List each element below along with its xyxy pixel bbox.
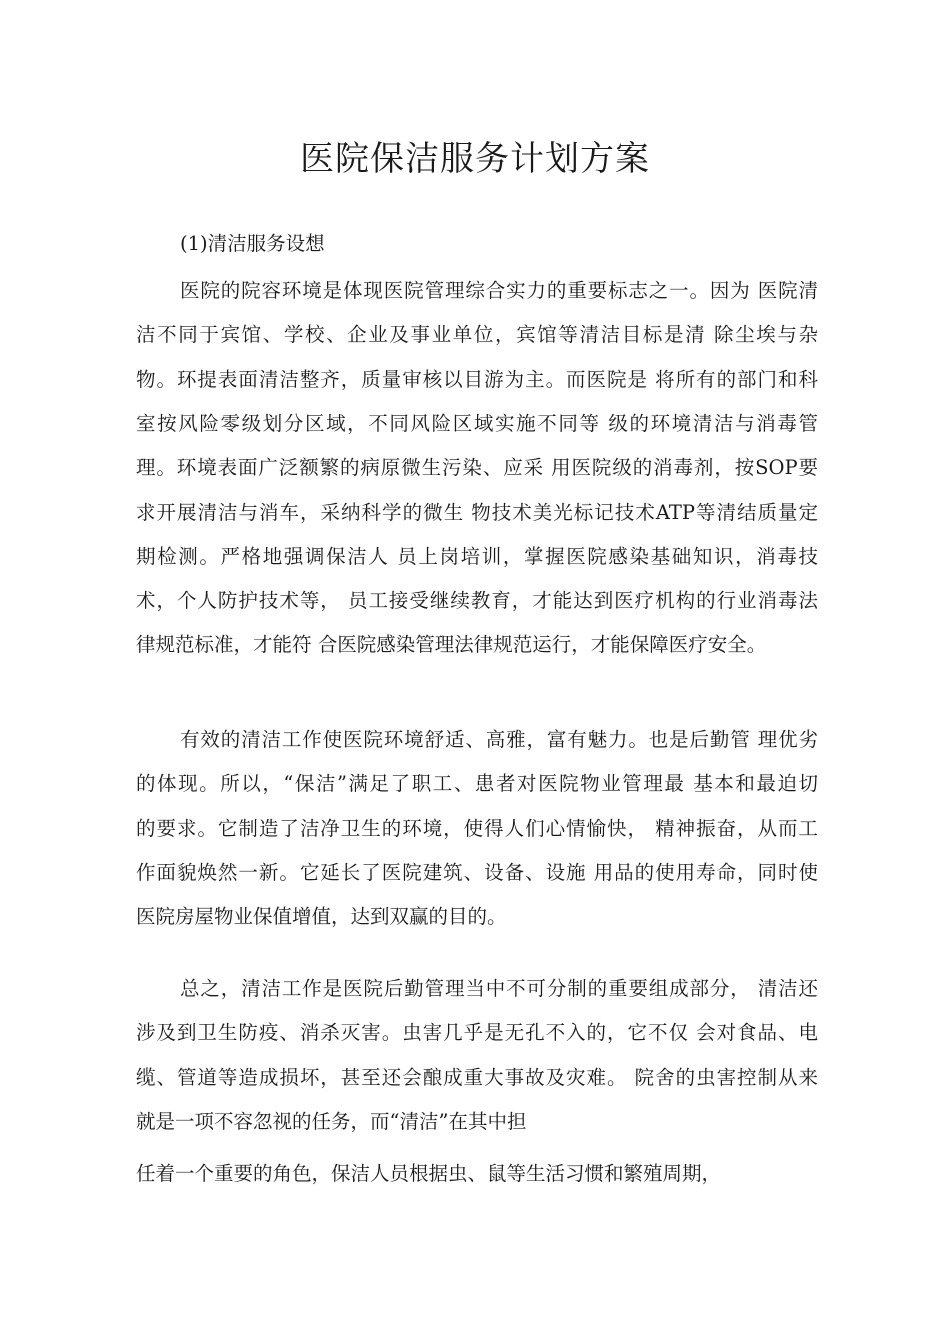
paragraph-line: 的体现。所以，“保洁”满足了职工、患者对医院物业管理最 基本和最迫切 [136,772,818,796]
paragraph-line: 律规范标准，才能符 合医院感染管理法律规范运行，才能保障医疗安全。 [136,633,767,657]
document-title: 医院保洁服务计划方案 [300,139,650,179]
paragraph-line: 有效的清洁工作使医院环境舒适、高雅，富有魅力。也是后勤管 理优劣 [180,728,818,751]
paragraph-line: 缆、管道等造成损坏，甚至还会酿成重大事故及灾难。 院舍的虫害控制从来 [136,1065,818,1089]
paragraph-line: 求开展清洁与消车，采纳科学的微生 物技术美光标记技术ATP等清结质量定 [136,500,818,524]
paragraph-line: 就是一项不容忽视的任务，而“清洁”在其中担 [136,1109,527,1133]
paragraph-line: 任着一个重要的角色，保洁人员根据虫、鼠等生活习惯和繁殖周期， [136,1162,722,1185]
paragraph-line: 作面貌焕然一新。它延长了医院建筑、设备、设施 用品的使用寿命，同时使 [136,860,818,884]
paragraph-line: 期检测。严格地强调保洁人 员上岗培训，掌握医院感染基础知识，消毒技 [136,544,818,568]
paragraph-line: 物。环提表面清洁整齐，质量审核以目游为主。而医院是 将所有的部门和科 [136,367,818,391]
paragraph-line: 医院的院容环境是体现医院管理综合实力的重要标志之一。因为 医院清 [180,279,818,302]
paragraph-line: 理。环境表面广泛额繁的病原微生污染、应采 用医院级的消毒剂，按SOP要 [136,456,818,480]
paragraph-line: 总之，清洁工作是医院后勤管理当中不可分制的重要组成部分， 清洁还 [180,977,818,1000]
paragraph-line: 涉及到卫生防疫、消杀灭害。虫害几乎是无孔不入的，它不仅 会对食品、电 [136,1021,818,1045]
paragraph-line: 的要求。它制造了洁净卫生的环境，使得人们心情愉快， 精神振奋，从而工 [136,816,818,840]
section-heading: (1)清洁服务设想 [180,232,325,255]
paragraph-line: 术，个人防护技术等， 员工接受继续教育，才能达到医疗机构的行业消毒法 [136,589,818,613]
paragraph-line: 室按风险零级划分区域，不同风险区域实施不同等 级的环境清洁与消毒管 [136,411,818,435]
paragraph-line: 洁不同于宾馆、学校、企业及事业单位，宾馆等清洁目标是清 除尘埃与杂 [136,323,818,347]
paragraph-line: 医院房屋物业保值增值，达到双赢的目的。 [136,905,507,929]
